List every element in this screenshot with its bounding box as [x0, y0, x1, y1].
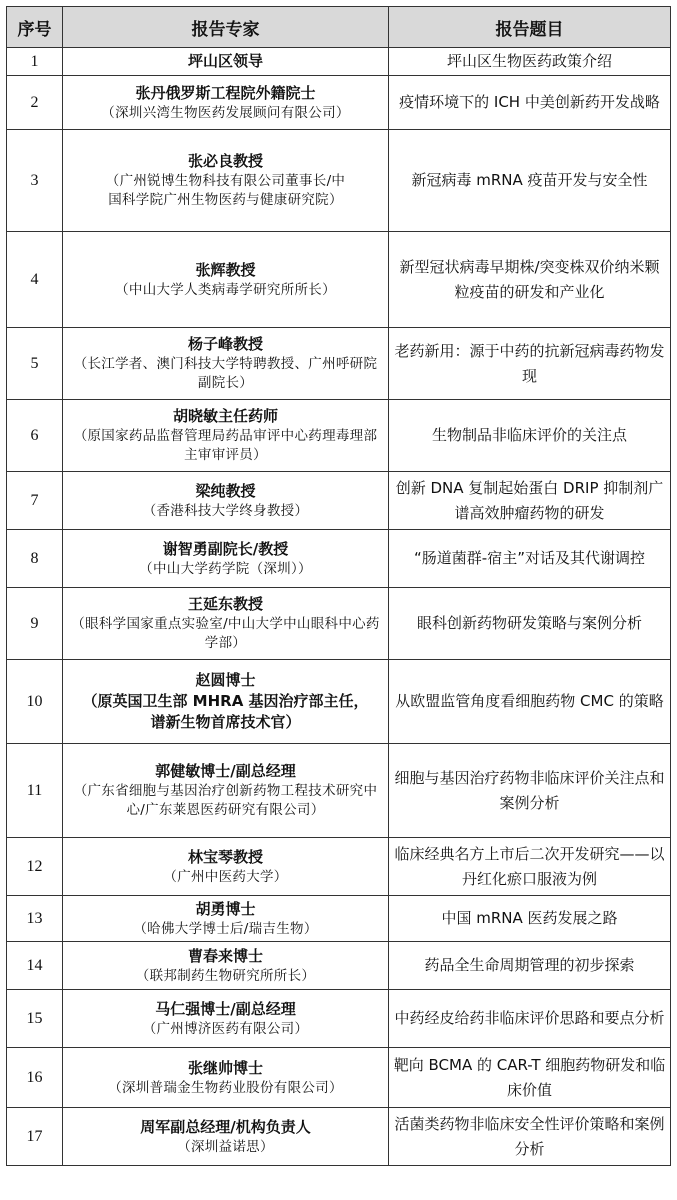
- report-topic: 生物制品非临床评价的关注点: [389, 400, 671, 472]
- expert-name: 赵圆博士: [195, 671, 256, 689]
- row-number: 5: [7, 328, 63, 400]
- table-row: [7, 942, 671, 990]
- report-topic: 眼科创新药物研发策略与案例分析: [389, 588, 671, 660]
- expert-cell: [63, 48, 389, 76]
- expert-name: 张继帅博士: [187, 1058, 263, 1077]
- report-topic: 坪山区生物医药政策介绍: [389, 48, 671, 76]
- report-topic: 靶向 BCMA 的 CAR-T 细胞药物研发和临床价值: [389, 1048, 671, 1108]
- expert-affiliation: （长江学者、澳门科技大学特聘教授、广州呼研院副院长）: [73, 356, 378, 391]
- report-topic: “肠道菌群-宿主”对话及其代谢调控: [389, 530, 671, 588]
- expert-cell: [63, 232, 389, 328]
- expert-cell: [63, 588, 389, 660]
- expert-cell: [63, 744, 389, 838]
- table-row: [7, 530, 671, 588]
- expert-name: 杨子峰教授: [187, 335, 263, 353]
- table-row: [7, 588, 671, 660]
- header-row: [7, 7, 671, 48]
- expert-affiliation: （联邦制药生物研究所所长）: [135, 967, 316, 984]
- report-topic: 中药经皮给药非临床评价思路和要点分析: [389, 990, 671, 1048]
- expert-name: 胡勇博士: [195, 899, 256, 918]
- row-number: 12: [7, 838, 63, 896]
- expert-name: 曹春来博士: [187, 946, 263, 965]
- expert-cell: [63, 530, 389, 588]
- row-number: 2: [7, 76, 63, 130]
- expert-affiliation: （深圳普瑞金生物药业股份有限公司）: [108, 1079, 343, 1096]
- header-no: 序号: [7, 7, 63, 48]
- row-number: 7: [7, 472, 63, 530]
- table-row: [7, 76, 671, 130]
- table-row: [7, 838, 671, 896]
- row-number: 14: [7, 942, 63, 990]
- table-row: [7, 990, 671, 1048]
- row-number: 17: [7, 1108, 63, 1166]
- expert-affiliation: （广东省细胞与基因治疗创新药物工程技术研究中心/广东莱恩医药研究有限公司）: [73, 783, 378, 818]
- expert-affiliation: （香港科技大学终身教授）: [142, 502, 309, 519]
- row-number: 4: [7, 232, 63, 328]
- expert-affiliation: （深圳兴湾生物医药发展顾问有限公司）: [101, 104, 350, 121]
- row-number: 9: [7, 588, 63, 660]
- expert-affiliation: （原英国卫生部 MHRA 基因治疗部主任，谱新生物首席技术官）: [82, 692, 369, 731]
- report-topic: 活菌类药物非临床安全性评价策略和案例分析: [389, 1108, 671, 1166]
- table-row: [7, 1108, 671, 1166]
- expert-name: 谢智勇副院长/教授: [162, 539, 289, 558]
- report-topic: 药品全生命周期管理的初步探索: [389, 942, 671, 990]
- report-topic: 新型冠状病毒早期株/突变株双价纳米颗粒疫苗的研发和产业化: [389, 232, 671, 328]
- expert-name: 周军副总经理/机构负责人: [140, 1117, 311, 1136]
- expert-cell: [63, 1108, 389, 1166]
- table-row: [7, 660, 671, 744]
- expert-name: 张必良教授: [187, 152, 263, 170]
- table-row: [7, 400, 671, 472]
- table-row: [7, 1048, 671, 1108]
- expert-schedule-table: [6, 6, 671, 1166]
- report-topic: 临床经典名方上市后二次开发研究——以丹红化瘀口服液为例: [389, 838, 671, 896]
- row-number: 16: [7, 1048, 63, 1108]
- expert-cell: [63, 990, 389, 1048]
- table-row: [7, 328, 671, 400]
- expert-name: 郭健敏博士/副总经理: [155, 762, 296, 780]
- expert-name: 梁纯教授: [195, 481, 256, 500]
- expert-cell: [63, 400, 389, 472]
- expert-cell: [63, 130, 389, 232]
- expert-name: 王延东教授: [187, 595, 263, 613]
- expert-cell: [63, 472, 389, 530]
- expert-affiliation: （哈佛大学博士后/瑞吉生物）: [133, 920, 318, 937]
- expert-cell: [63, 76, 389, 130]
- row-number: 6: [7, 400, 63, 472]
- row-number: 13: [7, 896, 63, 942]
- table-row: [7, 48, 671, 76]
- expert-affiliation: （广州中医药大学）: [163, 868, 288, 885]
- expert-name: 张丹俄罗斯工程院外籍院士: [135, 83, 316, 102]
- expert-cell: [63, 838, 389, 896]
- expert-affiliation: （眼科学国家重点实验室/中山大学中山眼科中心药学部）: [71, 616, 380, 651]
- expert-cell: [63, 660, 389, 744]
- report-topic: 疫情环境下的 ICH 中美创新药开发战略: [389, 76, 671, 130]
- header-topic: 报告题目: [389, 7, 671, 48]
- expert-name: 张辉教授: [195, 260, 256, 279]
- expert-affiliation: （广州博济医药有限公司）: [142, 1020, 309, 1037]
- table-row: [7, 744, 671, 838]
- expert-affiliation: （中山大学人类病毒学研究所所长）: [115, 281, 336, 298]
- table-row: [7, 232, 671, 328]
- report-topic: 新冠病毒 mRNA 疫苗开发与安全性: [389, 130, 671, 232]
- expert-cell: [63, 328, 389, 400]
- expert-name: 胡晓敏主任药师: [172, 407, 278, 425]
- row-number: 11: [7, 744, 63, 838]
- report-topic: 创新 DNA 复制起始蛋白 DRIP 抑制剂广谱高效肿瘤药物的研发: [389, 472, 671, 530]
- row-number: 1: [7, 48, 63, 76]
- expert-name: 坪山区领导: [187, 52, 263, 70]
- row-number: 10: [7, 660, 63, 744]
- expert-name: 林宝琴教授: [187, 847, 263, 866]
- expert-affiliation: （中山大学药学院（深圳））: [139, 560, 312, 577]
- report-topic: 细胞与基因治疗药物非临床评价关注点和案例分析: [389, 744, 671, 838]
- report-topic: 老药新用：源于中药的抗新冠病毒药物发现: [389, 328, 671, 400]
- table-row: [7, 130, 671, 232]
- expert-cell: [63, 1048, 389, 1108]
- report-topic: 从欧盟监管角度看细胞药物 CMC 的策略: [389, 660, 671, 744]
- row-number: 8: [7, 530, 63, 588]
- expert-affiliation: （广州锐博生物科技有限公司董事长/中国科学院广州生物医药与健康研究院）: [105, 173, 346, 208]
- table-row: [7, 472, 671, 530]
- header-expert: 报告专家: [63, 7, 389, 48]
- table-row: [7, 896, 671, 942]
- row-number: 15: [7, 990, 63, 1048]
- row-number: 3: [7, 130, 63, 232]
- expert-cell: [63, 896, 389, 942]
- report-topic: 中国 mRNA 医药发展之路: [389, 896, 671, 942]
- expert-name: 马仁强博士/副总经理: [155, 999, 296, 1018]
- expert-affiliation: （深圳益诺思）: [177, 1138, 274, 1155]
- expert-affiliation: （原国家药品监督管理局药品审评中心药理毒理部主审审评员）: [73, 428, 378, 463]
- expert-cell: [63, 942, 389, 990]
